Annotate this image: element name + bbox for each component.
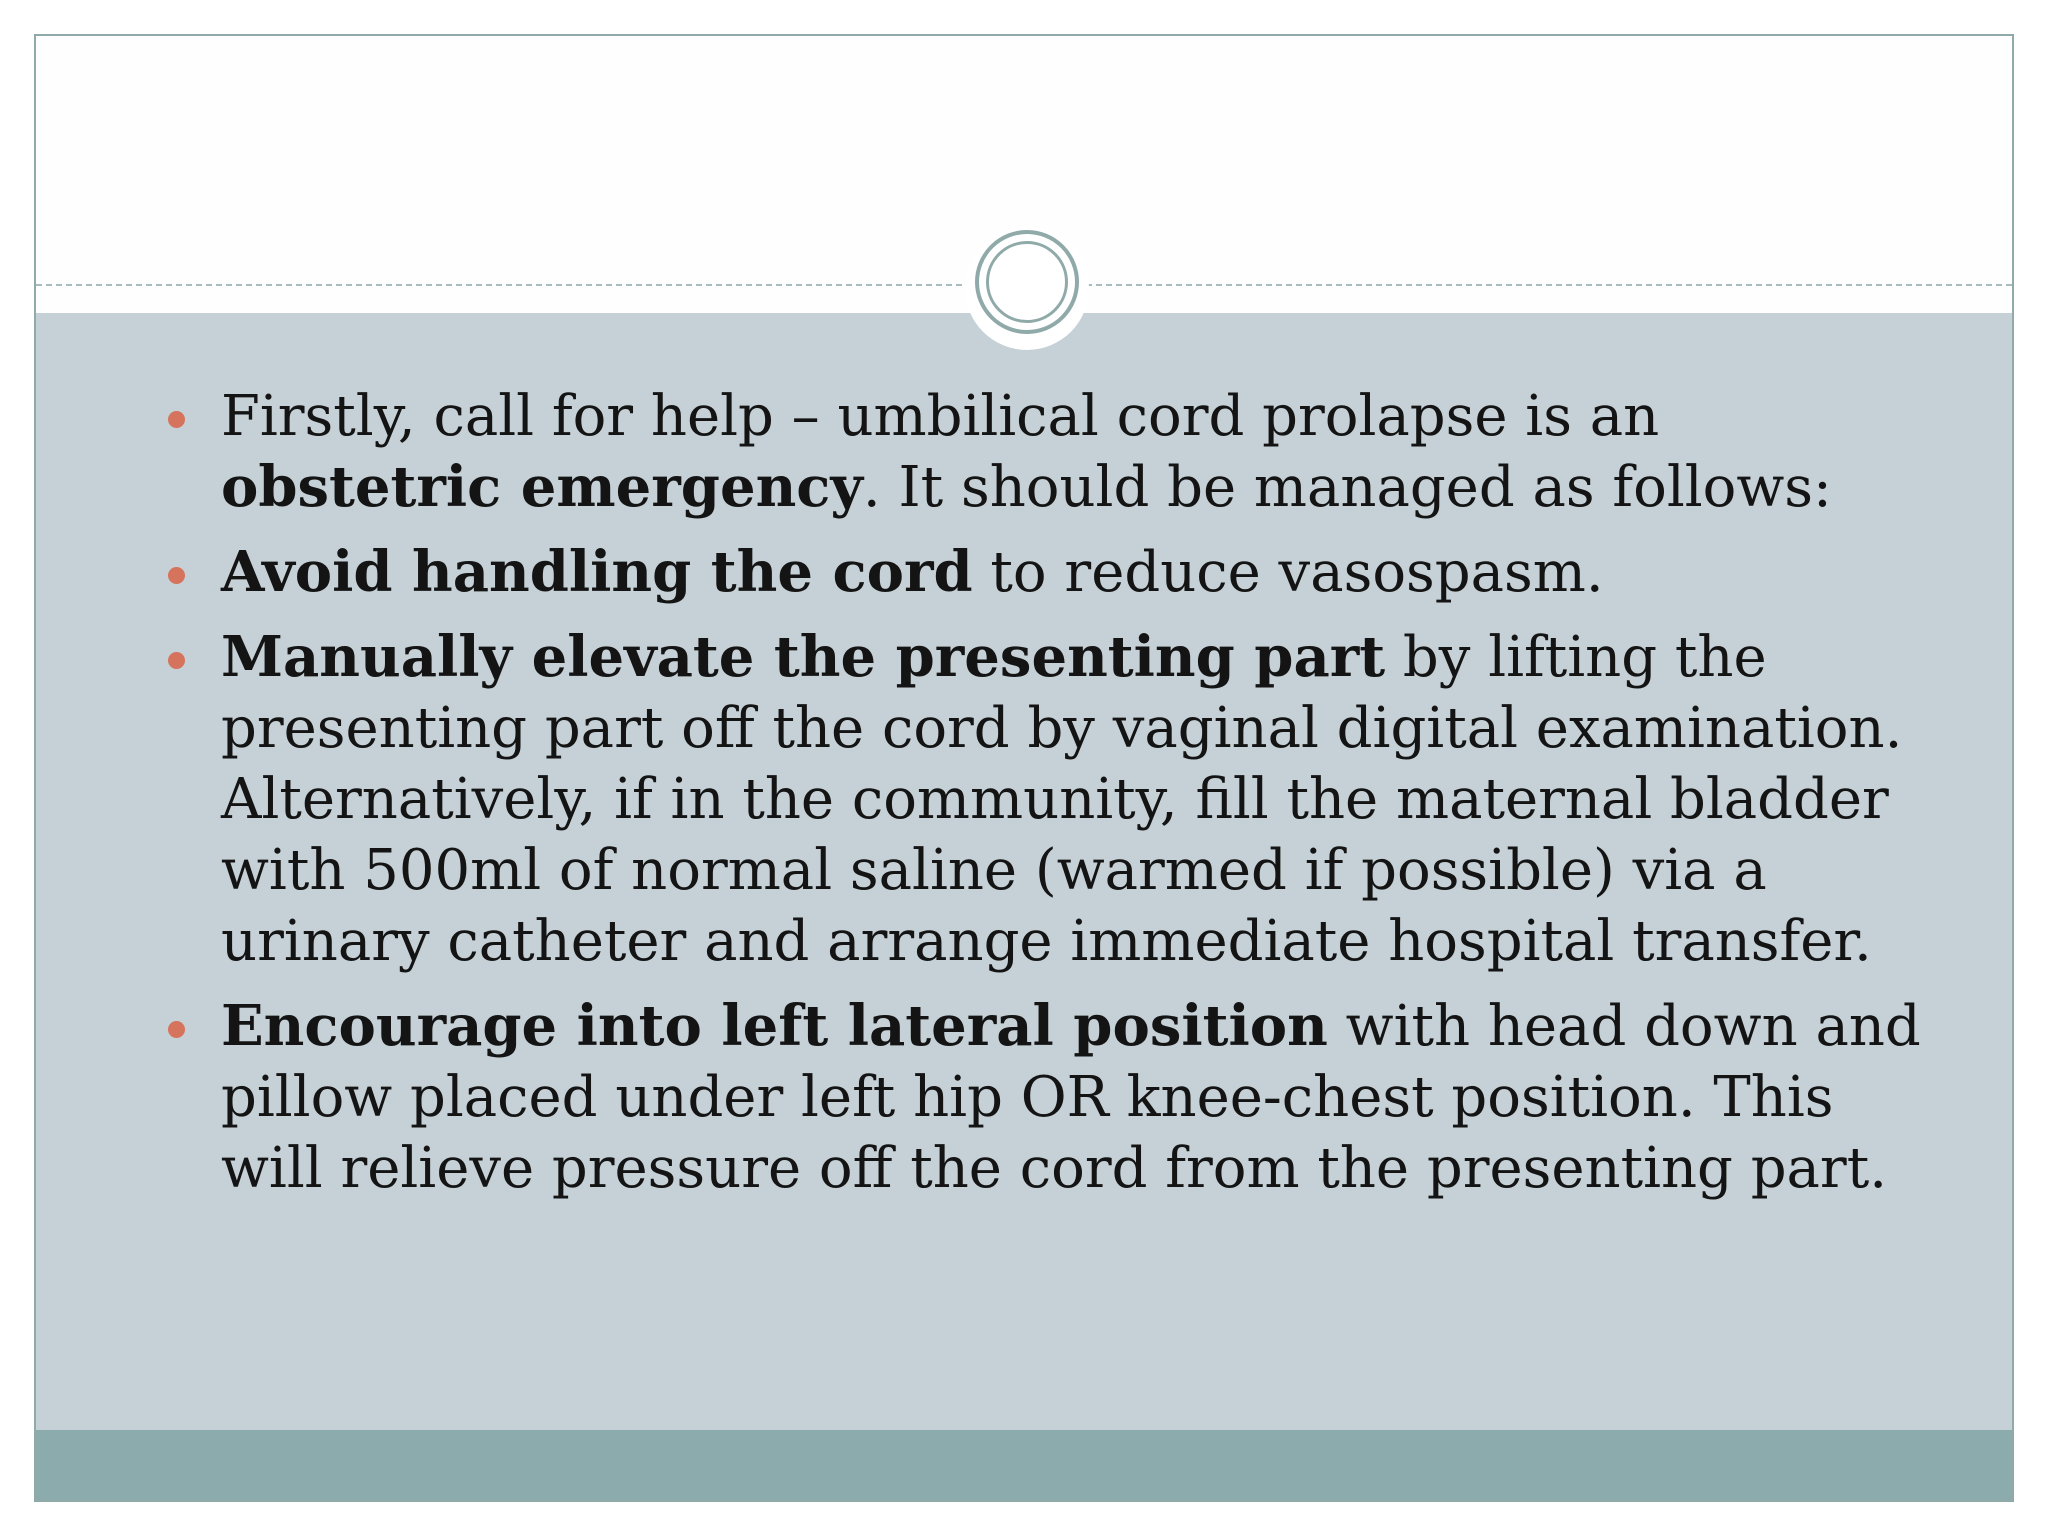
- bullet-item: [186, 537, 1946, 608]
- bullet-bold-text: Manually elevate the presenting part: [221, 624, 1386, 690]
- bullet-body-text: to reduce vasospasm.: [972, 540, 1604, 605]
- circle-ornament-inner: [986, 241, 1068, 323]
- bullet-dot-icon: [168, 1021, 185, 1038]
- bullet-dot-icon: [168, 411, 185, 428]
- bullet-dot-icon: [168, 567, 185, 584]
- bullet-list: [186, 381, 1946, 1218]
- bullet-bold-text: Avoid handling the cord: [221, 539, 973, 605]
- bullet-body-text: with head down and pillow placed under left hip OR knee-chest position. This will relieve pressure off the cord from the presenting part.: [221, 994, 1921, 1201]
- slide-footer-band: [36, 1430, 2012, 1502]
- bullet-item: [186, 381, 1946, 523]
- bullet-body-text: . It should be managed as follows:: [862, 455, 1832, 520]
- bullet-item: [186, 622, 1946, 977]
- bullet-bold-text: Encourage into left lateral position: [221, 993, 1328, 1059]
- bullet-lead-text: Firstly, call for help – umbilical cord prolapse is an: [221, 384, 1660, 449]
- bullet-dot-icon: [168, 652, 185, 669]
- bullet-bold-text: obstetric emergency: [221, 454, 863, 520]
- slide: [34, 34, 2014, 1502]
- bullet-body-text: by lifting the presenting part off the cord by vaginal digital examination. Alternatively, if in the community, fill the maternal bladder with 500ml of normal saline (warmed if possible) via a urinary catheter and arrange immediate hospital transfer.: [221, 625, 1903, 974]
- bullet-item: [186, 991, 1946, 1204]
- circle-ornament-icon: [975, 230, 1079, 334]
